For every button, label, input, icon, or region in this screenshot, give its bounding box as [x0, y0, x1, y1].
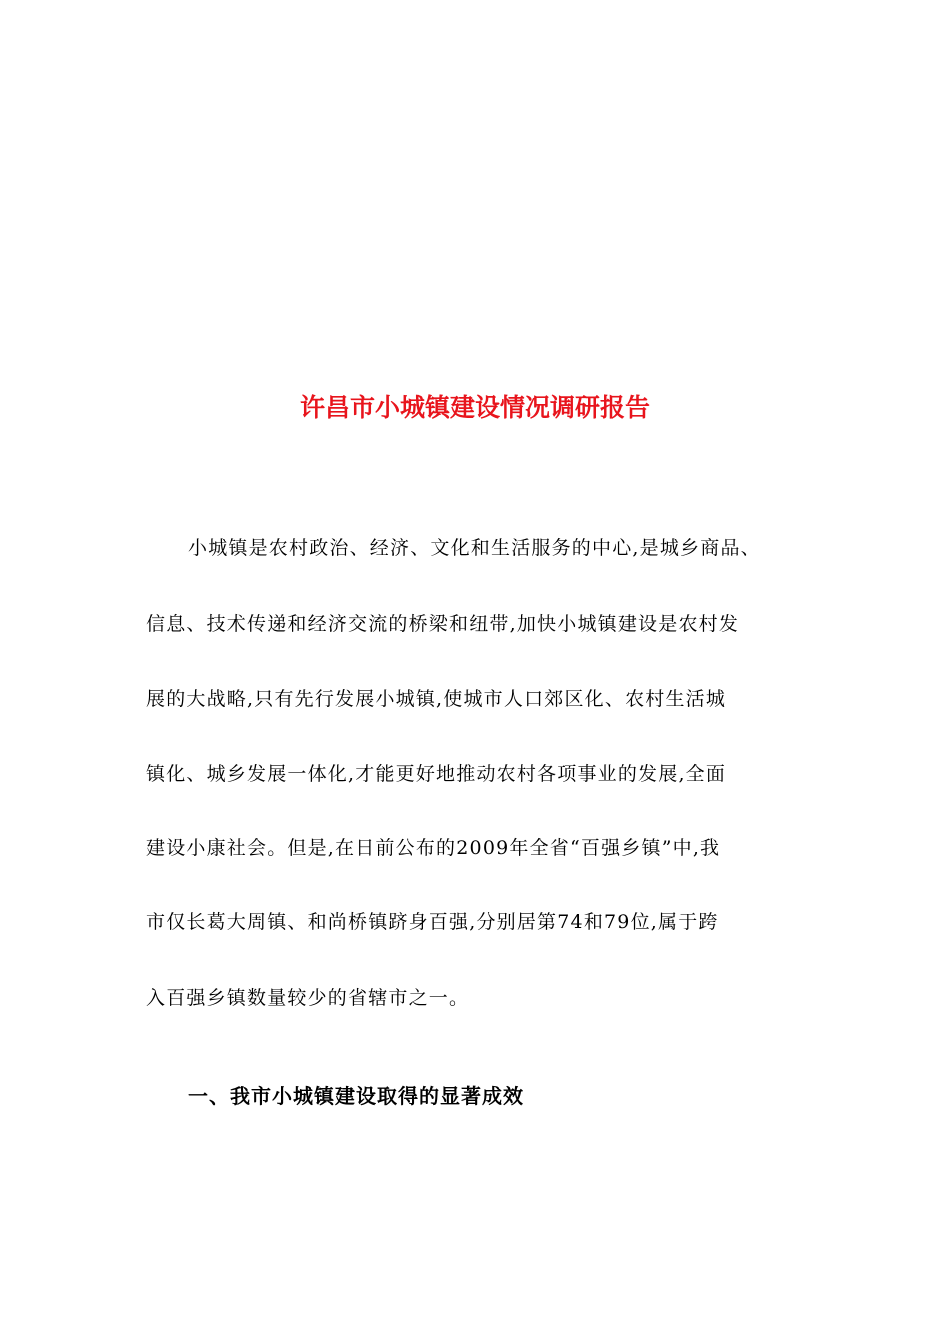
paragraph-line-6: 市仅长葛大周镇、和尚桥镇跻身百强,分别居第74和79位,属于跨 [146, 911, 719, 933]
paragraph-line-1: 小城镇是农村政治、经济、文化和生活服务的中心,是城乡商品、 [188, 537, 761, 559]
paragraph-line-5: 建设小康社会。但是,在日前公布的2009年全省“百强乡镇”中,我 [146, 837, 721, 859]
section-heading: 一、我市小城镇建设取得的显著成效 [188, 1084, 524, 1108]
paragraph-line-3: 展的大战略,只有先行发展小城镇,使城市人口郊区化、农村生活城 [146, 688, 727, 710]
paragraph-line-7: 入百强乡镇数量较少的省辖市之一。 [146, 987, 470, 1009]
paragraph-line-4: 镇化、城乡发展一体化,才能更好地推动农村各项事业的发展,全面 [146, 763, 727, 785]
paragraph-line-2: 信息、技术传递和经济交流的桥梁和纽带,加快小城镇建设是农村发 [146, 613, 740, 635]
document-title: 许昌市小城镇建设情况调研报告 [299, 393, 650, 422]
